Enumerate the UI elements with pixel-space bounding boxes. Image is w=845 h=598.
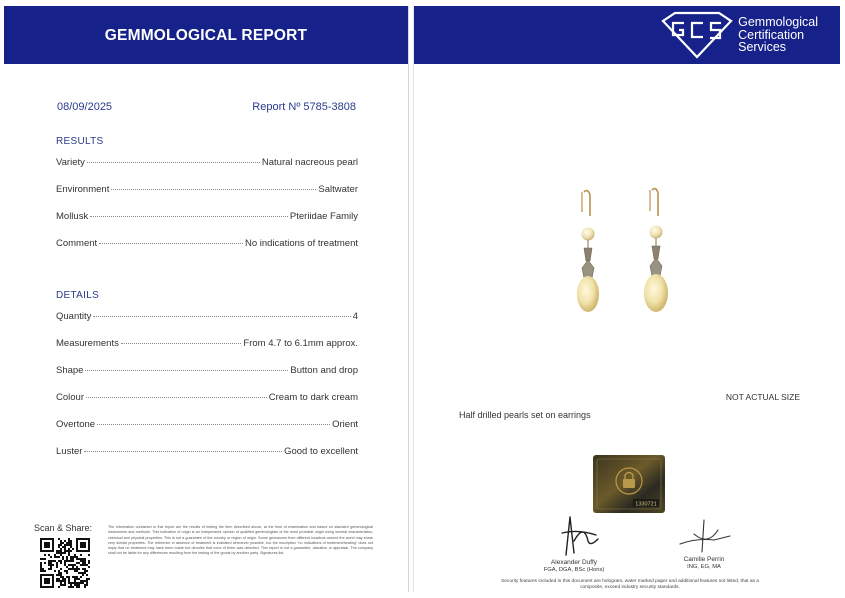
header-band: [4, 6, 408, 64]
detail-row-luster: [56, 446, 358, 457]
signature-duffy-icon: [544, 511, 604, 559]
detail-row-quantity: [56, 311, 358, 322]
row-label: Variety: [56, 157, 85, 168]
leader-dots: [97, 424, 330, 425]
hologram-seal-icon: [593, 455, 665, 513]
leader-dots: [93, 316, 350, 317]
report-left-page: [4, 6, 409, 592]
row-value: Saltwater: [318, 184, 358, 195]
security-note: Security features included in this document are hologram, water marked paper and additional features not listed, that as a composite, exceed industry security standards.: [501, 579, 759, 590]
result-row-mollusk: [56, 211, 358, 222]
row-value: Button and drop: [290, 365, 358, 376]
disclaimer-text: The information contained in this report are the results of testing the item described above, at the time of examination and based on standard gemmological instruments and methods. This indication of origin is an independent opinion of qualified gemmologists of the most probable origin using several characteristics, chemical and physical properties. This is not a guarantee of the country or region of origin. Some gemstones from different locations around the world may share very similar properties. The reference in absence of treatment is indicated whenever possible, but the inscription "no indications of treatment/heating" does not imply that no treatment may have been made but denotes that none of them was detected. This report is not a guarantee, valuation or appraisal. The company shall not be liable for any differences resulting from the testing of the goods by another party. Signatures list.: [108, 525, 373, 556]
result-row-variety: [56, 157, 358, 168]
leader-dots: [121, 343, 242, 344]
not-actual-size-note: NOT ACTUAL SIZE: [725, 392, 800, 402]
row-value: Cream to dark cream: [268, 392, 358, 403]
row-label: Measurements: [56, 338, 119, 349]
logo-line-1: Gemmological: [738, 15, 818, 30]
report-number: Report Nº 5785-3808: [252, 101, 356, 113]
row-value: Pteriidae Family: [289, 211, 358, 222]
leader-dots: [99, 243, 243, 244]
row-value: Good to excellent: [284, 446, 358, 457]
leader-dots: [86, 397, 267, 398]
header-band-right: [414, 6, 840, 64]
item-caption: Half drilled pearls set on earrings: [459, 410, 591, 420]
scan-share-label: Scan & Share:: [34, 523, 93, 533]
report-date: 08/09/2025: [57, 101, 113, 113]
leader-dots: [85, 370, 288, 371]
logo-wordmark: [738, 16, 818, 54]
leader-dots: [111, 189, 316, 190]
row-value: From 4.7 to 6.1mm approx.: [243, 338, 358, 349]
signature-perrin-icon: [674, 516, 734, 556]
row-label: Luster: [56, 446, 83, 457]
row-label: Shape: [56, 365, 84, 376]
row-label: Colour: [56, 392, 84, 403]
pearl-earrings-photo: [544, 186, 704, 331]
earring-left: [577, 191, 599, 312]
signatory-name: Alexander Duffy: [550, 559, 598, 566]
row-value: No indications of treatment: [244, 238, 358, 249]
row-value: Natural nacreous pearl: [261, 157, 358, 168]
hologram-number: 1330721: [635, 501, 657, 508]
detail-row-shape: [56, 365, 358, 376]
signatory-credentials: ING, EG, MA: [687, 564, 721, 570]
results-heading: RESULTS: [56, 136, 104, 147]
row-label: Quantity: [56, 311, 92, 322]
signatory-credentials: FGA, DGA, BSc (Hons): [543, 567, 605, 573]
gcs-logo: [659, 11, 818, 59]
details-heading: DETAILS: [56, 290, 100, 301]
row-value: 4: [352, 311, 358, 322]
result-row-environment: [56, 184, 358, 195]
row-label: Overtone: [56, 419, 96, 430]
leader-dots: [84, 451, 282, 452]
gcs-logo-icon: [659, 11, 735, 59]
report-right-page: [413, 6, 840, 592]
result-row-comment: [56, 238, 358, 249]
qr-code-icon[interactable]: [40, 538, 90, 588]
row-value: Orient: [332, 419, 358, 430]
detail-row-overtone: [56, 419, 358, 430]
signature-block-1: [534, 511, 614, 573]
row-label: Comment: [56, 238, 98, 249]
leader-dots: [90, 216, 288, 217]
signatory-name: Camille Perrin: [683, 556, 725, 563]
row-label: Environment: [56, 184, 110, 195]
signature-block-2: [664, 516, 744, 570]
logo-line-3: Services: [738, 40, 787, 55]
detail-row-colour: [56, 392, 358, 403]
logo-line-2: Certification: [738, 27, 805, 42]
report-title: GEMMOLOGICAL REPORT: [104, 27, 308, 44]
leader-dots: [87, 162, 260, 163]
report-meta: [57, 101, 356, 113]
row-label: Mollusk: [56, 211, 89, 222]
detail-row-measurements: [56, 338, 358, 349]
earring-right: [644, 189, 668, 312]
